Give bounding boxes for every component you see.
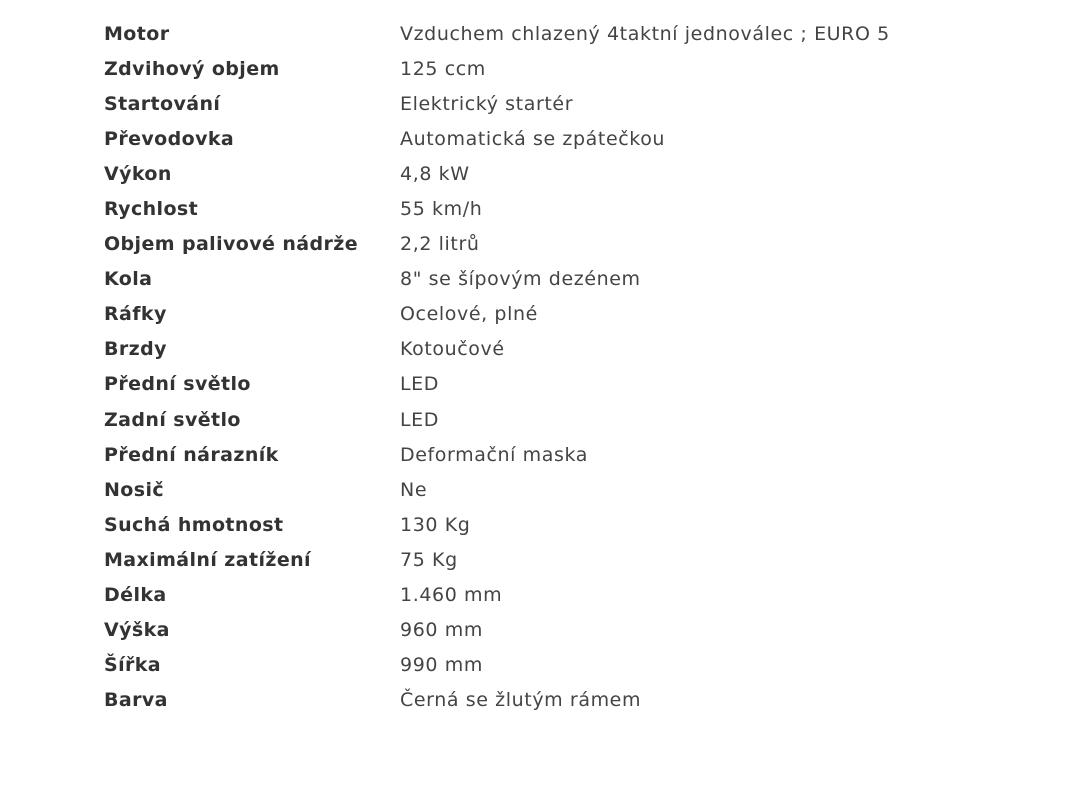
- spec-label: Ráfky: [104, 303, 167, 326]
- spec-value: Deformační maska: [400, 443, 589, 466]
- spec-row-transmission: [104, 121, 1004, 156]
- spec-row-max-load: [104, 542, 1004, 577]
- spec-label: Přední světlo: [104, 373, 251, 396]
- spec-row-rims: [104, 297, 1004, 332]
- spec-label: Objem palivové nádrže: [104, 233, 358, 256]
- spec-row-speed: [104, 191, 1004, 226]
- spec-row-displacement: [104, 51, 1004, 86]
- spec-label: Rychlost: [104, 198, 199, 221]
- spec-row-front-bumper: [104, 437, 1004, 472]
- spec-value: Automatická se zpátečkou: [400, 127, 666, 150]
- spec-label: Suchá hmotnost: [104, 513, 284, 536]
- spec-value: Černá se žlutým rámem: [400, 689, 642, 712]
- spec-value: Elektrický startér: [400, 92, 574, 115]
- spec-label: Přední nárazník: [104, 443, 279, 466]
- spec-label: Startování: [104, 92, 221, 115]
- spec-value: 75 Kg: [400, 548, 458, 571]
- spec-label: Výkon: [104, 162, 172, 185]
- spec-row-carrier: [104, 472, 1004, 507]
- spec-label: Délka: [104, 584, 167, 607]
- spec-label: Maximální zatížení: [104, 548, 311, 571]
- spec-label: Výška: [104, 619, 170, 642]
- spec-row-height: [104, 613, 1004, 648]
- specification-table: [104, 16, 1004, 718]
- spec-row-width: [104, 648, 1004, 683]
- spec-value: 55 km/h: [400, 198, 483, 221]
- spec-row-color: [104, 683, 1004, 718]
- spec-value: 4,8 kW: [400, 162, 470, 185]
- spec-value: 960 mm: [400, 619, 483, 642]
- spec-row-dry-weight: [104, 507, 1004, 542]
- spec-value: 1.460 mm: [400, 584, 503, 607]
- spec-value: 125 ccm: [400, 57, 486, 80]
- spec-value: LED: [400, 408, 440, 431]
- spec-value: 2,2 litrů: [400, 233, 480, 256]
- spec-row-starting: [104, 86, 1004, 121]
- spec-label: Zadní světlo: [104, 408, 241, 431]
- spec-label: Zdvihový objem: [104, 57, 280, 80]
- spec-row-length: [104, 578, 1004, 613]
- spec-label: Brzdy: [104, 338, 167, 361]
- spec-value: Kotoučové: [400, 338, 505, 361]
- spec-value: 8" se šípovým dezénem: [400, 268, 641, 291]
- spec-label: Šířka: [104, 654, 162, 677]
- spec-row-power: [104, 156, 1004, 191]
- spec-row-wheels: [104, 262, 1004, 297]
- spec-value: Vzduchem chlazený 4taktní jednoválec ; EURO 5: [400, 22, 890, 45]
- spec-value: 990 mm: [400, 654, 483, 677]
- spec-value: 130 Kg: [400, 513, 471, 536]
- spec-label: Barva: [104, 689, 168, 712]
- spec-row-rear-light: [104, 402, 1004, 437]
- spec-row-fuel-tank: [104, 227, 1004, 262]
- spec-row-motor: [104, 16, 1004, 51]
- spec-value: LED: [400, 373, 440, 396]
- spec-label: Převodovka: [104, 127, 235, 150]
- spec-row-brakes: [104, 332, 1004, 367]
- spec-row-front-light: [104, 367, 1004, 402]
- spec-label: Nosič: [104, 478, 165, 501]
- spec-label: Motor: [104, 22, 170, 45]
- spec-label: Kola: [104, 268, 153, 291]
- spec-value: Ne: [400, 478, 428, 501]
- spec-value: Ocelové, plné: [400, 303, 538, 326]
